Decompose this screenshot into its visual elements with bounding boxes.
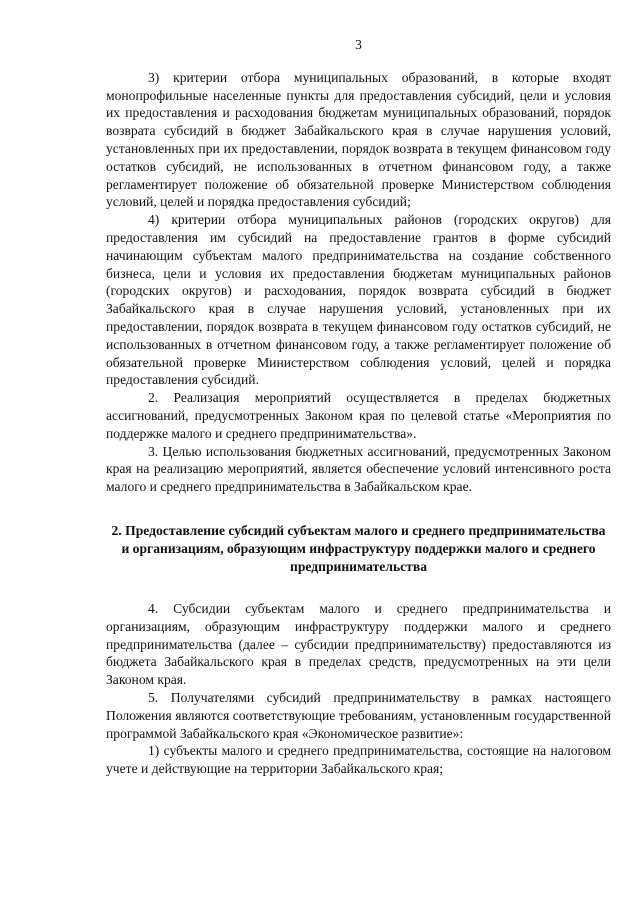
paragraph-implementation: 2. Реализация мероприятий осуществляется в пределах бюджетных ассигнований, предусмотренных Законом края по целевой статье «Мероприятия по поддержке малого и среднего предпринимательства». — [106, 390, 611, 441]
paragraph-criteria-monotowns: 3) критерии отбора муниципальных образований, в которые входят монопрофильные населенные пункты для предоставления субсидий, цели и условия их предоставления и расходования бюджетам муниципальных образований, порядок возврата субсидий в бюджет Забайкальского края в случае нарушения условий, установленных при их предоставлении, порядок возврата в текущем финансовом году остатков субсидий, не использованных в отчетном финансовом году, а также регламентирует положение об обязательной проверке Министерством соблюдения условий, целей и порядка предоставления субсидий; — [106, 69, 611, 210]
paragraph-criteria-districts: 4) критерии отбора муниципальных районов (городских округов) для предоставления им субсидий на предоставление грантов в форме субсидий начинающим субъектам малого предпринимательства на создание собственного бизнеса, цели и условия их предоставления бюджетам муниципальных районов (городских округов) и расходования, порядок возврата субсидий в бюджет Забайкальского края в случае нарушения условий, установленных при их предоставлении, порядок возврата в текущем финансовом году остатков субсидий, не использованных в отчетном финансовом году, а также регламентирует положение об обязательной проверке Министерством соблюдения условий, целей и порядка предоставления субсидий. — [106, 212, 611, 388]
paragraph-recipient-item-1: 1) субъекты малого и среднего предпринимательства, состоящие на налоговом учете и действующие на территории Забайкальского края; — [106, 743, 611, 777]
paragraph-subsidies: 4. Субсидии субъектам малого и среднего предпринимательства и организациям, образующим инфраструктуру поддержки малого и среднего предпринимательства (далее – субсидии предпринимательству) предоставляются из бюджета Забайкальского края в пределах средств, предусмотренных на эти цели Законом края. — [106, 600, 611, 688]
section-heading: 2. Предоставление субсидий субъектам малого и среднего предпринимательства и организациям, образующим инфраструктуру поддержки малого и среднего предпринимательства — [111, 522, 606, 574]
paragraph-purpose: 3. Целью использования бюджетных ассигнований, предусмотренных Законом края на реализацию мероприятий, является обеспечение условий интенсивного роста малого и среднего предпринимательства в Забайкальском крае. — [106, 443, 611, 495]
paragraph-recipients: 5. Получателями субсидий предпринимательству в рамках настоящего Положения являются соответствующие требованиям, установленным государственной программой Забайкальского края «Экономическое развитие»: — [106, 689, 611, 741]
document-page — [106, 36, 611, 778]
page-number: 3 — [355, 37, 362, 52]
